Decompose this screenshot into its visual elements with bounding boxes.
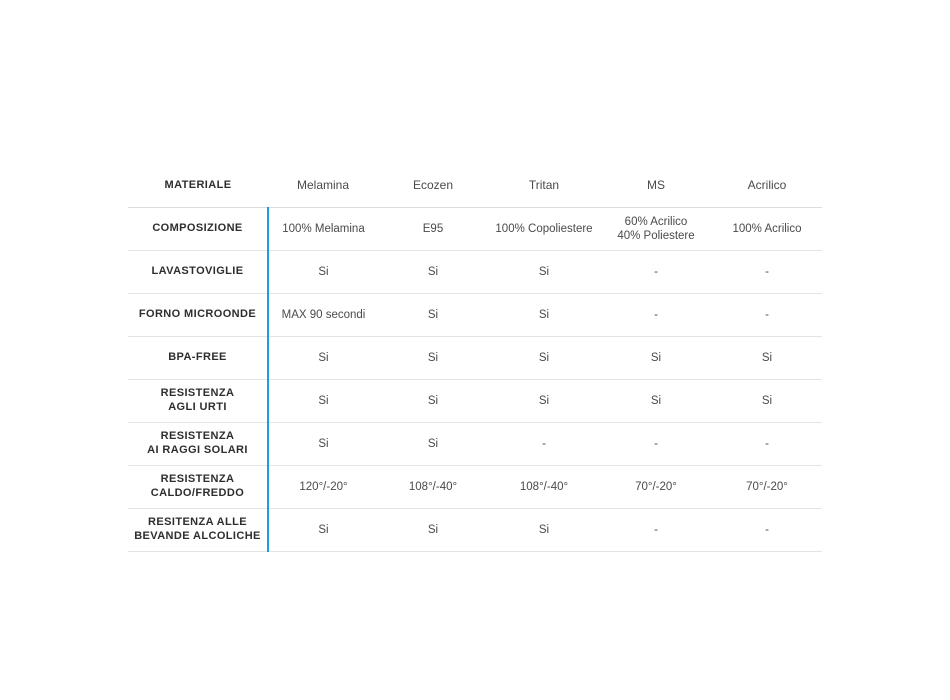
- cell-composizione-ms: 60% Acrilico 40% Poliestere: [600, 208, 712, 251]
- cell-resistenza-caldo-freddo-ms: 70°/-20°: [600, 466, 712, 509]
- cell-bevande-alcoliche-acrilico: -: [712, 509, 822, 552]
- cell-composizione-melamina: 100% Melamina: [268, 208, 378, 251]
- cell-resistenza-urti-acrilico: Si: [712, 380, 822, 423]
- cell-resistenza-raggi-ecozen: Si: [378, 423, 488, 466]
- table-row: [128, 423, 822, 466]
- table-row: [128, 337, 822, 380]
- row-label-resistenza-bevande-alcoliche: RESITENZA ALLE BEVANDE ALCOLICHE: [128, 509, 268, 552]
- cell-bpa-free-acrilico: Si: [712, 337, 822, 380]
- cell-bpa-free-tritan: Si: [488, 337, 600, 380]
- cell-bevande-alcoliche-tritan: Si: [488, 509, 600, 552]
- table-row: [128, 509, 822, 552]
- column-header-acrilico: Acrilico: [712, 163, 822, 208]
- cell-resistenza-caldo-freddo-tritan: 108°/-40°: [488, 466, 600, 509]
- materials-comparison-table-wrapper: [128, 163, 822, 552]
- cell-bpa-free-melamina: Si: [268, 337, 378, 380]
- cell-lavastoviglie-acrilico: -: [712, 251, 822, 294]
- cell-bpa-free-ecozen: Si: [378, 337, 488, 380]
- cell-forno-microonde-ms: -: [600, 294, 712, 337]
- row-label-resistenza-agli-urti: RESISTENZA AGLI URTI: [128, 380, 268, 423]
- cell-resistenza-urti-melamina: Si: [268, 380, 378, 423]
- cell-resistenza-raggi-ms: -: [600, 423, 712, 466]
- column-header-melamina: Melamina: [268, 163, 378, 208]
- row-label-resistenza-caldo-freddo: RESISTENZA CALDO/FREDDO: [128, 466, 268, 509]
- cell-resistenza-caldo-freddo-ecozen: 108°/-40°: [378, 466, 488, 509]
- cell-composizione-acrilico: 100% Acrilico: [712, 208, 822, 251]
- cell-lavastoviglie-ms: -: [600, 251, 712, 294]
- table-row: [128, 466, 822, 509]
- cell-resistenza-caldo-freddo-melamina: 120°/-20°: [268, 466, 378, 509]
- row-label-lavastoviglie: LAVASTOVIGLIE: [128, 251, 268, 294]
- column-header-tritan: Tritan: [488, 163, 600, 208]
- table-row: [128, 294, 822, 337]
- cell-composizione-tritan: 100% Copoliestere: [488, 208, 600, 251]
- cell-resistenza-urti-ecozen: Si: [378, 380, 488, 423]
- cell-resistenza-urti-tritan: Si: [488, 380, 600, 423]
- cell-forno-microonde-acrilico: -: [712, 294, 822, 337]
- table-body: [128, 163, 822, 552]
- cell-lavastoviglie-tritan: Si: [488, 251, 600, 294]
- cell-resistenza-raggi-melamina: Si: [268, 423, 378, 466]
- row-label-bpa-free: BPA-FREE: [128, 337, 268, 380]
- row-label-composizione: COMPOSIZIONE: [128, 208, 268, 251]
- table-row: [128, 251, 822, 294]
- cell-lavastoviglie-ecozen: Si: [378, 251, 488, 294]
- cell-bevande-alcoliche-melamina: Si: [268, 509, 378, 552]
- row-label-resistenza-raggi-solari: RESISTENZA AI RAGGI SOLARI: [128, 423, 268, 466]
- table-header-row: [128, 163, 822, 208]
- table-row: [128, 208, 822, 251]
- cell-bpa-free-ms: Si: [600, 337, 712, 380]
- cell-bevande-alcoliche-ecozen: Si: [378, 509, 488, 552]
- cell-composizione-ecozen: E95: [378, 208, 488, 251]
- cell-resistenza-caldo-freddo-acrilico: 70°/-20°: [712, 466, 822, 509]
- cell-lavastoviglie-melamina: Si: [268, 251, 378, 294]
- cell-bevande-alcoliche-ms: -: [600, 509, 712, 552]
- cell-forno-microonde-melamina: MAX 90 secondi: [268, 294, 378, 337]
- cell-forno-microonde-ecozen: Si: [378, 294, 488, 337]
- table-row: [128, 380, 822, 423]
- cell-resistenza-urti-ms: Si: [600, 380, 712, 423]
- cell-forno-microonde-tritan: Si: [488, 294, 600, 337]
- cell-resistenza-raggi-tritan: -: [488, 423, 600, 466]
- column-header-ms: MS: [600, 163, 712, 208]
- row-label-forno-microonde: FORNO MICROONDE: [128, 294, 268, 337]
- materials-comparison-table: [128, 163, 822, 552]
- header-row-label: MATERIALE: [128, 163, 268, 208]
- cell-resistenza-raggi-acrilico: -: [712, 423, 822, 466]
- column-header-ecozen: Ecozen: [378, 163, 488, 208]
